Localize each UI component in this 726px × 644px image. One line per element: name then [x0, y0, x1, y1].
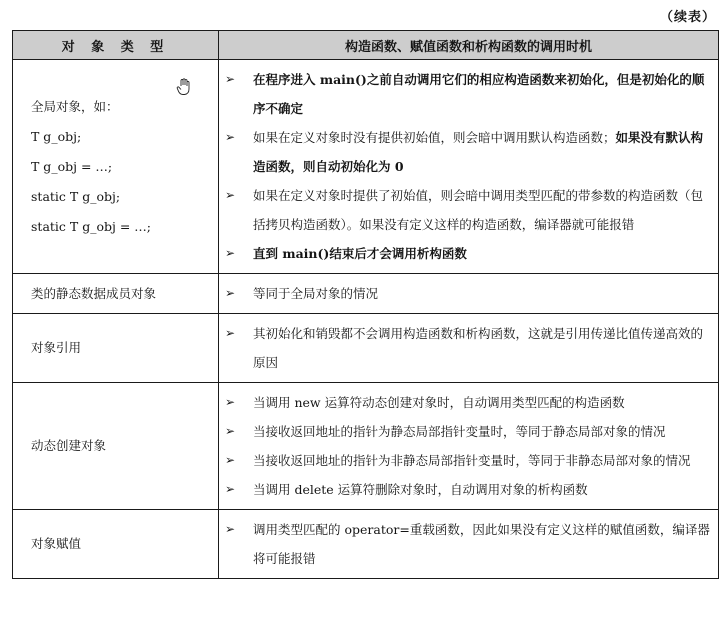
list-item — [225, 239, 710, 268]
item-text: 直到 main()结束后才会调用析构函数 — [253, 246, 467, 261]
list-item — [225, 123, 710, 181]
list-item — [225, 515, 710, 573]
arrow-bullet-icon: ➢ — [225, 482, 236, 496]
item-text: 当调用 delete 运算符删除对象时，自动调用对象的析构函数 — [253, 482, 588, 497]
desc-cell-global — [219, 60, 719, 274]
type-line: T g_obj = …; — [31, 158, 113, 174]
arrow-bullet-icon: ➢ — [225, 130, 236, 144]
type-cell-dynamic: 动态创建对象 — [13, 383, 219, 510]
item-text: 等同于全局对象的情况 — [253, 286, 379, 301]
table-row — [13, 510, 719, 579]
item-text: 在程序进入 main()之前自动调用它们的相应构造函数来初始化，但是初始化的顺序不确定 — [253, 72, 705, 116]
item-text-emphasis: 如果没有默认构造函数，则自动初始化为 0 — [253, 130, 704, 174]
type-cell-static-member: 类的静态数据成员对象 — [13, 274, 219, 314]
arrow-bullet-icon: ➢ — [225, 395, 236, 409]
item-text: 当接收返回地址的指针为非静态局部指针变量时，等同于非静态局部对象的情况 — [253, 453, 691, 468]
table-row — [13, 274, 719, 314]
type-line: static T g_obj; — [31, 188, 121, 204]
header-call-timing: 构造函数、赋值函数和析构函数的调用时机 — [219, 31, 719, 60]
item-text: 当调用 new 运算符动态创建对象时，自动调用类型匹配的构造函数 — [253, 395, 625, 410]
arrow-bullet-icon: ➢ — [225, 424, 236, 438]
desc-cell-reference — [219, 314, 719, 383]
type-cell-reference: 对象引用 — [13, 314, 219, 383]
arrow-bullet-icon: ➢ — [225, 72, 236, 86]
list-item — [225, 181, 710, 239]
type-line: static T g_obj = …; — [31, 218, 151, 234]
list-item — [225, 446, 710, 475]
table-row — [13, 60, 719, 274]
header-object-type: 对 象 类 型 — [13, 31, 219, 60]
arrow-bullet-icon: ➢ — [225, 326, 236, 340]
item-text: 如果在定义对象时没有提供初始值，则会暗中调用默认构造函数； — [253, 130, 616, 145]
table-row — [13, 314, 719, 383]
table-header-row — [13, 31, 719, 60]
item-text: 调用类型匹配的 operator=重载函数，因此如果没有定义这样的赋值函数，编译器将可能报错 — [253, 522, 710, 566]
list-item — [225, 475, 710, 504]
continued-label: （续表） — [659, 10, 716, 25]
type-line: 全局对象，如： — [31, 98, 119, 114]
list-item — [225, 319, 710, 377]
list-item — [225, 279, 710, 308]
item-text: 如果在定义对象时提供了初始值，则会暗中调用类型匹配的带参数的构造函数（包括拷贝构造函数）。如果没有定义这样的构造函数，编译器就可能报错 — [253, 188, 704, 232]
call-timing-table — [12, 30, 719, 579]
type-line: T g_obj; — [31, 128, 82, 144]
arrow-bullet-icon: ➢ — [225, 286, 236, 300]
hand-cursor-icon — [176, 78, 192, 96]
arrow-bullet-icon: ➢ — [225, 522, 236, 536]
arrow-bullet-icon: ➢ — [225, 246, 236, 260]
table-row — [13, 383, 719, 510]
desc-cell-dynamic — [219, 383, 719, 510]
list-item — [225, 65, 710, 123]
item-text: 其初始化和销毁都不会调用构造函数和析构函数，这就是引用传递比值传递高效的原因 — [253, 326, 704, 370]
item-text: 当接收返回地址的指针为静态局部指针变量时，等同于静态局部对象的情况 — [253, 424, 666, 439]
desc-cell-assignment — [219, 510, 719, 579]
type-cell-assignment: 对象赋值 — [13, 510, 219, 579]
desc-cell-static-member — [219, 274, 719, 314]
arrow-bullet-icon: ➢ — [225, 188, 236, 202]
arrow-bullet-icon: ➢ — [225, 453, 236, 467]
list-item — [225, 417, 710, 446]
list-item — [225, 388, 710, 417]
